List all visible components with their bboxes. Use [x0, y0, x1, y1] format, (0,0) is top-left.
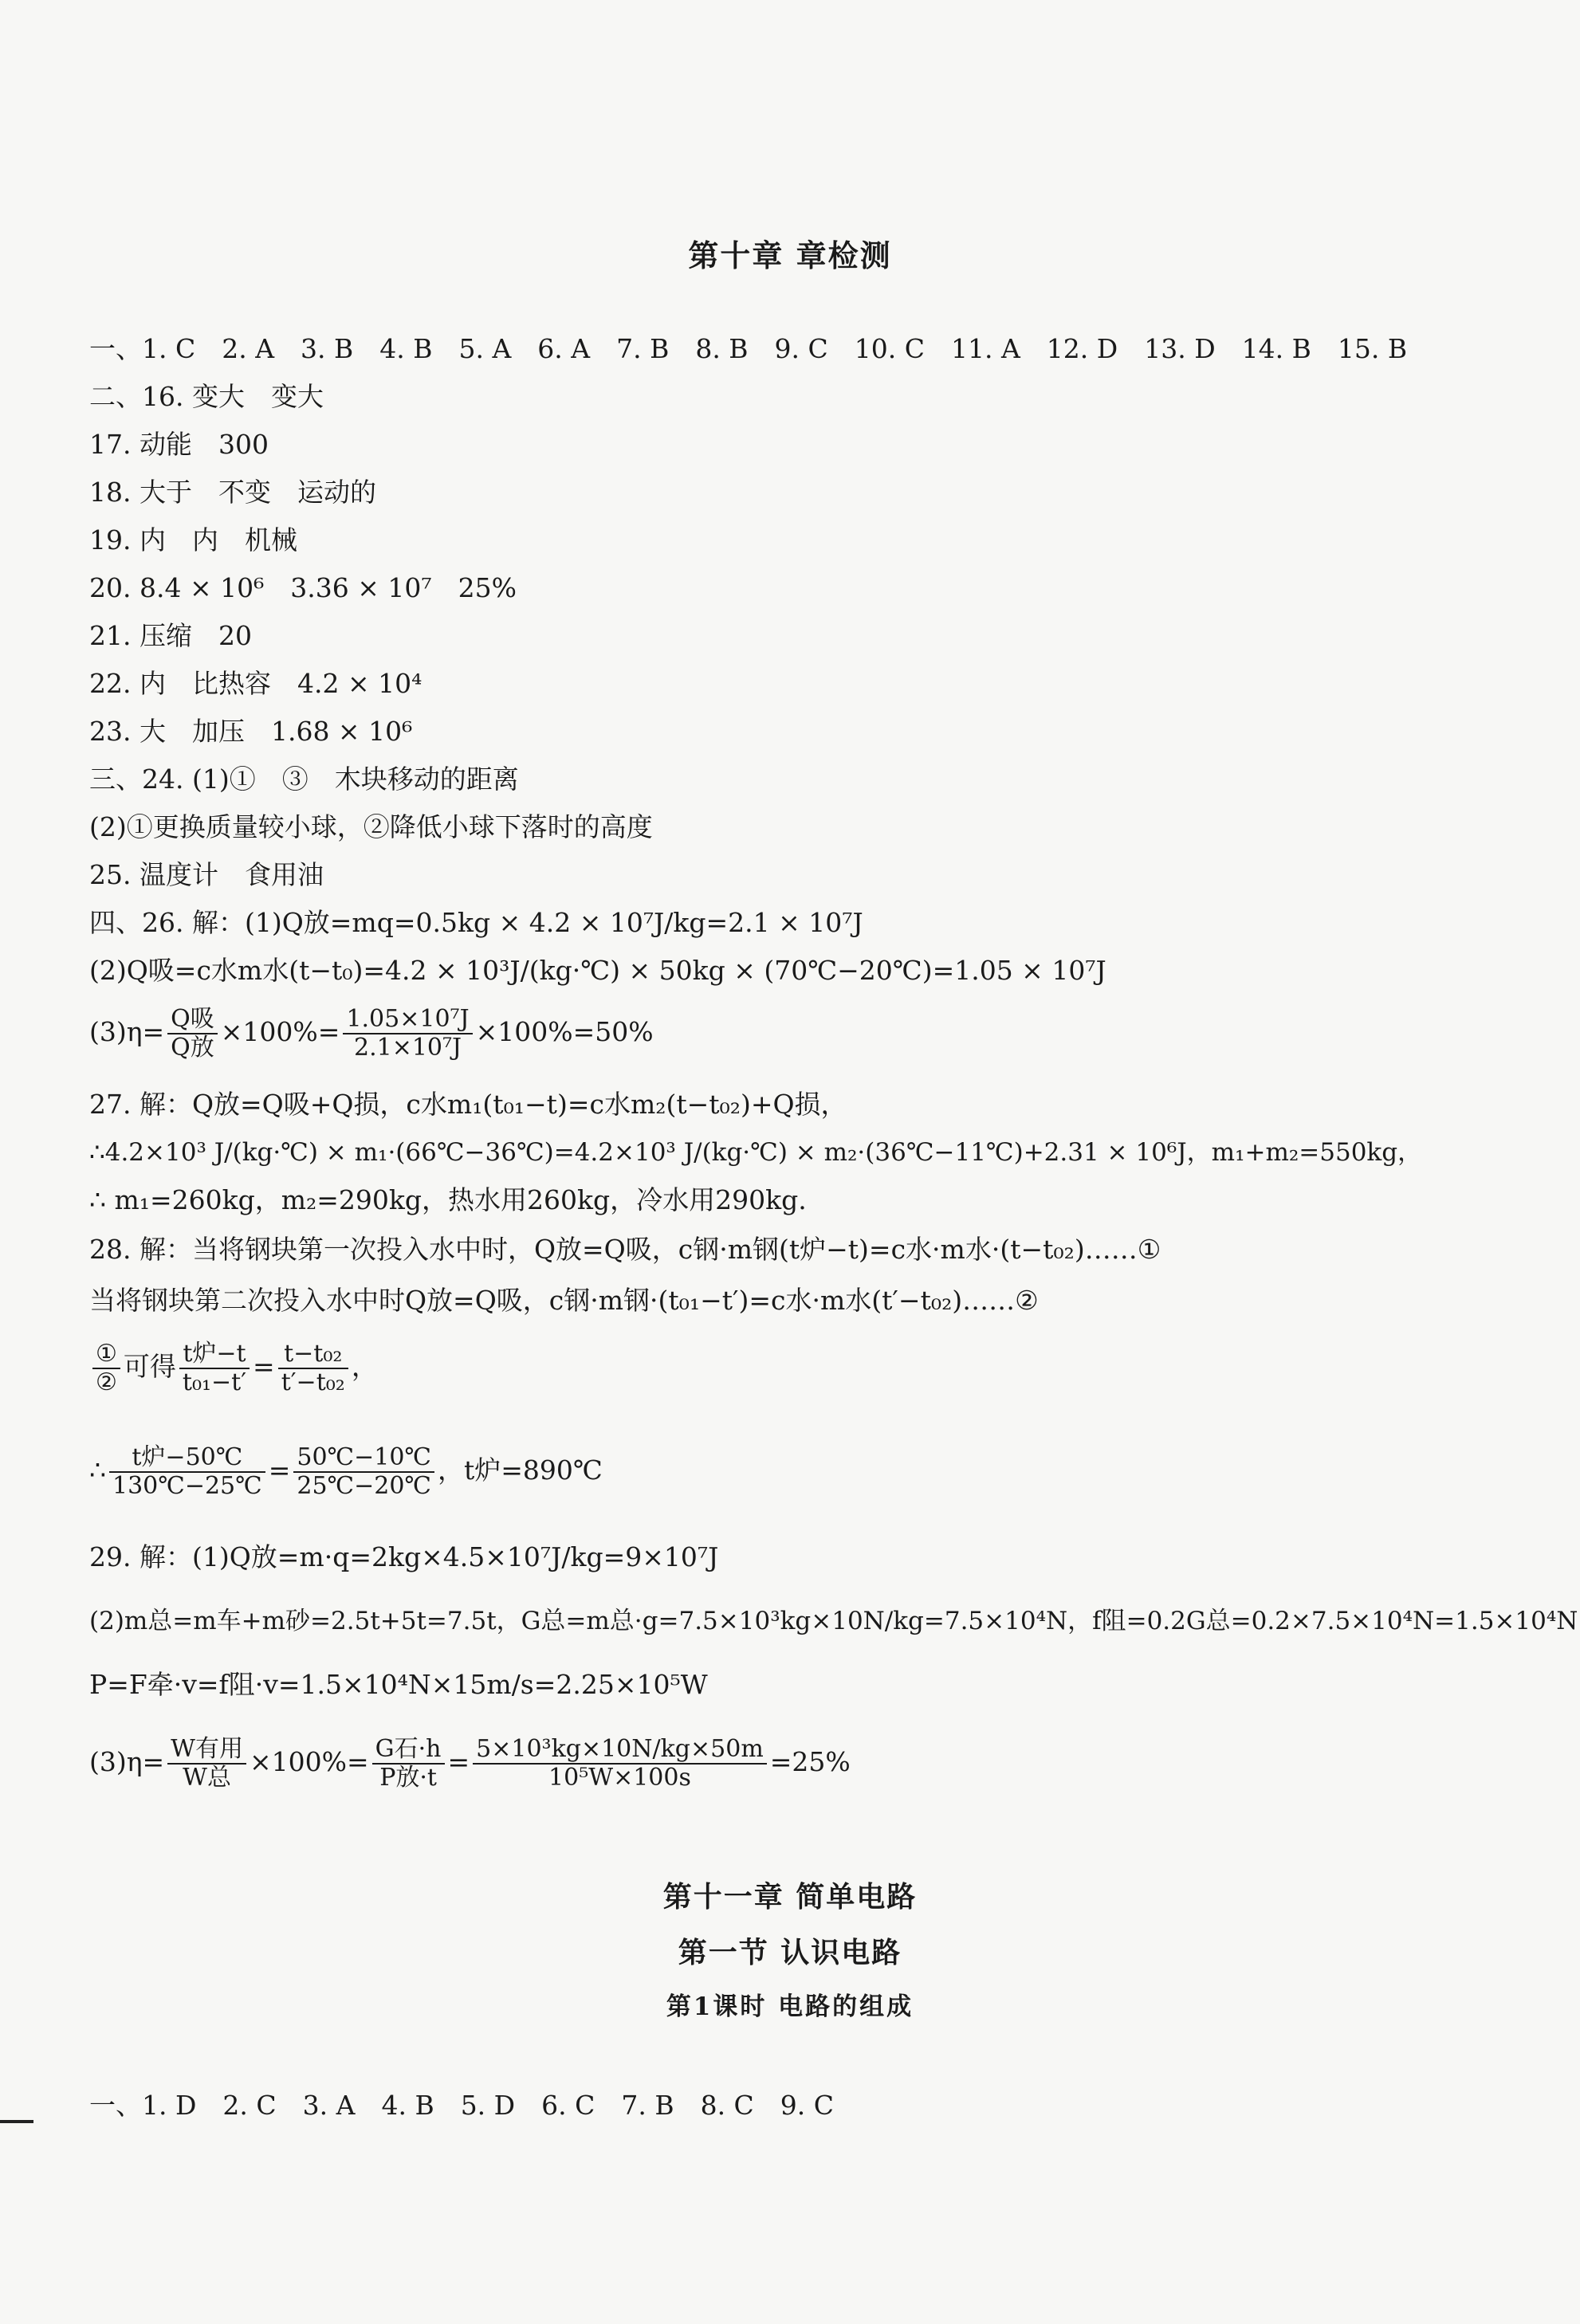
answer-line-20: 20. 8.4 × 10⁶ 3.36 × 10⁷ 25%: [89, 572, 517, 603]
answer-line-23: 23. 大 加压 1.68 × 10⁶: [89, 716, 413, 747]
answer-line-21: 21. 压缩 20: [89, 620, 252, 651]
fraction: $\frac{\text{W有用}}{\text{W总}}$: [167, 1736, 246, 1792]
section-title: 第一节 认识电路: [678, 1937, 902, 1969]
answer-line-19: 19. 内 内 机械: [89, 524, 297, 555]
fraction: $\frac{\text{1.05×10⁷J}}{\text{2.1×10⁷J}}$: [343, 1006, 472, 1062]
fraction: $\frac{\text{t炉−50℃}}{130℃-25℃}$: [109, 1444, 265, 1500]
answer-line-27-1: 27. 解：Q放=Q吸+Q损，c水m₁(t₀₁−t)=c水m₂(t−t₀₂)+Q损，: [89, 1089, 847, 1120]
answer-line-26-2: (2)Q吸=c水m水(t−t₀)=4.2 × 10³J/(kg·℃) × 50kg × (70℃−20℃)=1.05 × 10⁷J: [89, 955, 1106, 986]
answer-line-17: 17. 动能 300: [89, 429, 269, 460]
answer-line-29-4: (3)η= $\frac{\text{W有用}}{\text{W总}}$ ×100%= $\frac{\text{G石·h}}{\text{P放·t}}$ = $\frac{\text{5×10³kg×10N/kg×50m}}{\text{10⁵W×100s}}$ =25%: [89, 1735, 851, 1792]
lesson-title: 第1课时 电路的组成: [666, 1992, 914, 2021]
fraction: $\frac{\text{t炉−t}}{\text{t₀₁−t′}}$: [179, 1341, 250, 1396]
answer-line-16: 二、16. 变大 变大: [89, 381, 324, 412]
fraction: $\frac{\text{Q吸}}{\text{Q放}}$: [167, 1006, 218, 1062]
answer-line-28-4: ∴ $\frac{\text{t炉−50℃}}{130℃-25℃}$ = $\frac{50℃-10℃}{25℃-20℃}$ ，t炉=890℃: [89, 1443, 603, 1500]
fraction: $\frac{\text{G石·h}}{\text{P放·t}}$: [372, 1736, 445, 1792]
answer-line-28-1: 28. 解：当将钢块第一次投入水中时，Q放=Q吸，c钢·m钢(t炉−t)=c水·m水·(t−t₀₂)……①: [89, 1234, 1161, 1265]
answer-line-18: 18. 大于 不变 运动的: [89, 477, 376, 508]
fraction: $\frac{\text{①}}{\text{②}}$: [92, 1341, 120, 1396]
answer-line-24-2: (2)①更换质量较小球，②降低小球下落时的高度: [89, 811, 653, 842]
chapter10-title: 第十章 章检测: [688, 238, 892, 273]
answer-line-29-1: 29. 解：(1)Q放=m·q=2kg×4.5×10⁷J/kg=9×10⁷J: [89, 1541, 719, 1572]
answer-line-29-2: (2)m总=m车+m砂=2.5t+5t=7.5t，G总=m总·g=7.5×10³kg×10N/kg=7.5×10⁴N，f阻=0.2G总=0.2×7.5×10⁴N=1.5×10⁴N: [89, 1607, 1578, 1635]
page-edge-mark: [0, 2120, 33, 2123]
answer-line-28-3: $\frac{\text{①}}{\text{②}}$ 可得 $\frac{\text{t炉−t}}{\text{t₀₁−t′}}$ = $\frac{\text{t−t₀₂}}{\text{t′−t₀₂}}$ ，: [89, 1341, 378, 1396]
answer-line-27-2: ∴4.2×10³ J/(kg·℃) × m₁·(66℃−36℃)=4.2×10³ J/(kg·℃) × m₂·(36℃−11℃)+2.31 × 10⁶J，m₁+m₂=550kg，: [89, 1138, 1423, 1167]
answer-line-29-3: P=F牵·v=f阻·v=1.5×10⁴N×15m/s=2.25×10⁵W: [89, 1669, 708, 1700]
answer-line-ch11-choice: 一、1. D 2. C 3. A 4. B 5. D 6. C 7. B 8. C 9. C: [89, 2090, 835, 2121]
fraction: $\frac{\text{t−t₀₂}}{\text{t′−t₀₂}}$: [278, 1341, 348, 1396]
answer-line-28-2: 当将钢块第二次投入水中时Q放=Q吸，c钢·m钢·(t₀₁−t′)=c水·m水(t′−t₀₂)……②: [89, 1285, 1039, 1316]
answer-line-choice: 一、1. C 2. A 3. B 4. B 5. A 6. A 7. B 8. B 9. C 10. C 11. A 12. D 13. D 14. B 15. B: [89, 333, 1408, 364]
answer-line-26-3: (3)η= $\frac{\text{Q吸}}{\text{Q放}}$ ×100%= $\frac{\text{1.05×10⁷J}}{\text{2.1×10⁷J}}$ ×100%=50%: [89, 1005, 654, 1062]
answer-line-26-1: 四、26. 解：(1)Q放=mq=0.5kg × 4.2 × 10⁷J/kg=2.1 × 10⁷J: [89, 907, 863, 938]
answer-line-27-3: ∴ m₁=260kg，m₂=290kg，热水用260kg，冷水用290kg.: [89, 1184, 807, 1215]
answer-line-24-1: 三、24. (1)① ③ 木块移动的距离: [89, 764, 519, 795]
chapter11-title: 第十一章 简单电路: [662, 1881, 918, 1914]
fraction: $\frac{50℃-10℃}{25℃-20℃}$: [293, 1444, 434, 1500]
answer-line-25: 25. 温度计 食用油: [89, 859, 324, 890]
answer-line-22: 22. 内 比热容 4.2 × 10⁴: [89, 668, 423, 699]
fraction: $\frac{\text{5×10³kg×10N/kg×50m}}{\text{10⁵W×100s}}$: [473, 1736, 767, 1792]
